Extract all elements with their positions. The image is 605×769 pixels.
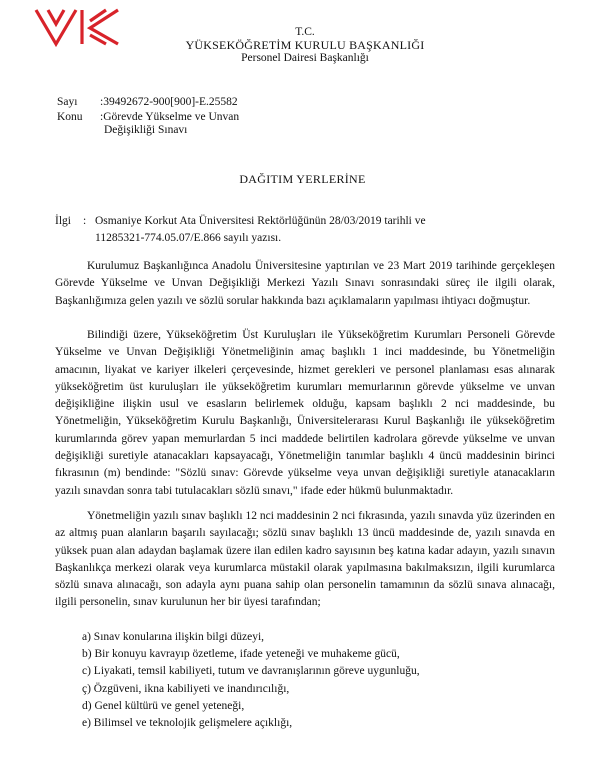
ilgi-label: İlgi [55, 215, 71, 227]
list-item: a) Sınav konularına ilişkin bilgi düzeyi, [82, 631, 265, 643]
page-title: DAĞITIM YERLERİNE [239, 172, 366, 186]
yok-logo-icon [34, 8, 120, 48]
list-item: e) Bilimsel ve teknolojik gelişmelere açıklığı, [82, 716, 293, 729]
paragraph-3: Yönetmeliğin yazılı sınav başlıklı 12 nci maddesinin 2 nci fıkrasında, yazılı sınavda yüz üzerinden en az altmış puan alanların başarılı sayılacağı; sözlü sınav başlıklı 13 üncü maddesinde de, yazılı sınavda en yüksek puan alan adaydan başlamak üzere ilan edilen kadro sayısının beş katına kadar adayın, yazılı sınavın Başkanlıkça merkezi olarak veya kurumlarca müstakil olarak yapılmasına bakılmaksızın, ilgili kurumlarca sözlü sınava alınacağı, son adayla aynı puana sahip olan personelin tamamının da sözlü sınava alınacağı, ilgili personelin, sınav kurulunun her bir üyesi tarafından; [55, 510, 555, 609]
sayi-value: :39492672-900[900]-E.25582 [100, 96, 238, 108]
list-item: b) Bir konuyu kavrayıp özetleme, ifade yeteneği ve muhakeme gücü, [82, 648, 400, 661]
ilgi-line2: 11285321-774.05.07/E.866 sayılı yazısı. [95, 232, 282, 244]
sayi-label: Sayı [57, 96, 78, 108]
ilgi-line1: Osmaniye Korkut Ata Üniversitesi Rektörlüğünün 28/03/2019 tarihli ve [95, 215, 426, 227]
list-item: ç) Özgüveni, ikna kabiliyeti ve inandırıcılığı, [82, 682, 290, 695]
ilgi-colon: : [83, 215, 87, 227]
list-item: c) Liyakati, temsil kabiliyeti, tutum ve davranışlarının göreve uygunluğu, [82, 665, 420, 678]
list-item: d) Genel kültürü ve genel yeteneği, [82, 699, 245, 712]
header-department: Personel Dairesi Başkanlığı [241, 52, 369, 64]
konu-value-line2: Değişikliği Sınavı [104, 124, 188, 136]
konu-label: Konu [57, 111, 83, 123]
criteria-list [82, 629, 420, 732]
konu-value-line1: :Görevde Yükselme ve Unvan [100, 111, 240, 123]
paragraph-2: Bilindiği üzere, Yükseköğretim Üst Kuruluşları ile Yükseköğretim Kurumları Personeli Görevde Yükselme ve Unvan Değişikliği Yönetmeliğinin amaç başlıklı 1 inci maddesinde, bu Yönetmeliğin amacının, liyakat ve kariyer ilkeleri çerçevesinde, hizmet gerekleri ve personel planlaması esas alınarak yükseköğretim üst kuruluşları ile yükseköğretim kurumları memurlarının görevde yükselme ve unvan değişikliğine ilişkin usul ve esasların belirlemek olduğu, kapsam başlıklı 2 nci maddesinde, bu Yönetmeliğin, Yükseköğretim Kurulu Başkanlığı, Üniversitelerarası Kurul Başkanlığı ile yükseköğretim kurumlarında görev yapan memurlardan 5 inci maddede belirtilen kadrolara görevde yükselme ve unvan değişikliği suretiyle atanacakları kapsayacağı, Yönetmeliğin tanımlar başlıklı 4 üncü maddesinin birinci fıkrasının (m) bendinde: "Sözlü sınav: Görevde yükselme veya unvan değişikliği suretiyle atanacakların yazılı sınavdan sonra tabi tutulacakları sözlü sınavı," ifade eder hükmü bulunmaktadır. [55, 329, 555, 497]
paragraph-1: Kurulumuz Başkanlığınca Anadolu Üniversitesine yaptırılan ve 23 Mart 2019 tarihinde gerçekleşen Görevde Yükselme ve Unvan Değişikliği Merkezi Yazılı Sınavı sonrasındaki süreç ile ilgili olarak, Başkanlığımıza gelen yazılı ve sözlü sorular hakkında bazı açıklamaların yapılması ihtiyacı doğmuştur. [55, 260, 555, 307]
header-institution: YÜKSEKÖĞRETİM KURULU BAŞKANLIĞI [185, 38, 425, 52]
header-tc: T.C. [295, 26, 315, 38]
